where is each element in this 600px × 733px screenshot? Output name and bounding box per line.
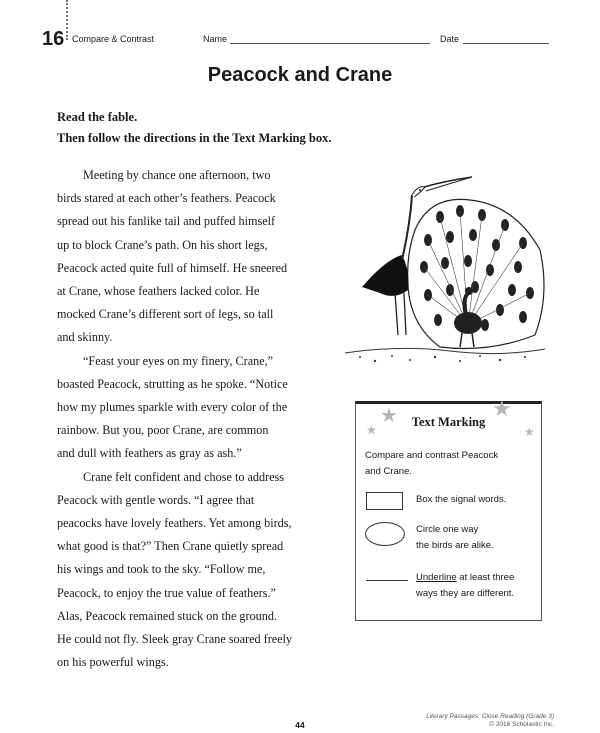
copyright: © 2016 Scholastic Inc.	[489, 721, 554, 728]
directions-line-1: Read the fable.	[57, 110, 138, 124]
box-symbol	[366, 492, 403, 510]
skill-label: Compare & Contrast	[72, 34, 155, 44]
story-line: Peacock, to enjoy the true value of feathers.”	[57, 585, 276, 600]
circle-instruction	[416, 522, 536, 554]
story-line: spread out his fanlike tail and puffed himself	[57, 214, 276, 229]
page-header	[0, 28, 600, 52]
text-marking-intro	[365, 448, 535, 480]
story-line: Alas, Peacock remained stuck on the ground.	[57, 608, 277, 623]
story-line: Crane felt confident and chose to address	[83, 469, 285, 484]
story-line: at Crane, whose feathers lacked color. He	[57, 284, 260, 299]
story-line: peacocks have lovely feathers. Yet among birds,	[57, 516, 292, 531]
peacock-crane-illustration	[340, 175, 550, 370]
text-marking-box	[355, 396, 542, 621]
story-line: and skinny.	[57, 330, 113, 345]
story-line: mocked Crane’s different sort of legs, so tall	[57, 307, 274, 322]
story-line: He could not fly. Sleek gray Crane soared freely	[57, 632, 293, 647]
date-label: Date	[440, 34, 460, 44]
circle-line-2: the birds are alike.	[416, 540, 494, 551]
text-marking-title: Text Marking	[411, 415, 486, 429]
story-line: up to block Crane’s path. On his short legs,	[57, 237, 268, 252]
intro-line-2: and Crane.	[365, 466, 413, 477]
source-title: Literary Passages: Close Reading (Grade 3)	[426, 713, 554, 720]
name-label: Name	[203, 34, 228, 44]
footer-source	[426, 713, 554, 729]
star-icon: ★	[492, 396, 512, 421]
intro-line-1: Compare and contrast Peacock	[365, 450, 499, 461]
page-title: Peacock and Crane	[207, 64, 393, 86]
footer-page-number: 44	[295, 720, 305, 730]
story-line: “Feast your eyes on my finery, Crane,”	[83, 353, 274, 368]
page-number: 16	[42, 28, 65, 50]
underline-rest: at least three	[456, 572, 515, 583]
star-icon: ★	[366, 423, 377, 437]
story-line: on his powerful wings.	[57, 655, 169, 670]
box-instruction: Box the signal words.	[416, 494, 507, 505]
story-line: Meeting by chance one afternoon, two	[83, 168, 271, 182]
star-icon: ★	[380, 405, 398, 427]
name-field[interactable]	[230, 43, 430, 44]
directions-line-2: Then follow the directions in the Text Marking box.	[57, 131, 332, 145]
story-line: his wings and took to the sky. “Follow me,	[57, 562, 266, 577]
story-line: and dull with feathers as gray as ash.”	[57, 446, 242, 461]
story-line: rainbow. But you, poor Crane, are common	[57, 423, 269, 438]
story-line: Peacock acted quite full of himself. He sneered	[57, 260, 288, 275]
story-line: how my plumes sparkle with every color of the	[57, 400, 288, 415]
date-field[interactable]	[463, 43, 549, 44]
underline-instruction	[416, 570, 536, 602]
fable-text	[57, 164, 347, 674]
story-line: boasted Peacock, strutting as he spoke. “Notice	[57, 376, 288, 391]
underline-word: Underline	[416, 572, 457, 583]
dotted-divider	[66, 0, 68, 40]
story-line: Peacock with gentle words. “I agree that	[57, 492, 255, 507]
story-line: birds stared at each other’s feathers. Peacock	[57, 191, 276, 206]
underline-line-2: ways they are different.	[416, 588, 515, 599]
circle-symbol	[365, 522, 405, 546]
underline-symbol	[366, 580, 408, 581]
directions	[57, 107, 331, 149]
circle-line-1: Circle one way	[416, 524, 479, 535]
story-line: what good is that?” Then Crane quietly spread	[57, 539, 284, 554]
star-icon: ★	[524, 425, 535, 439]
